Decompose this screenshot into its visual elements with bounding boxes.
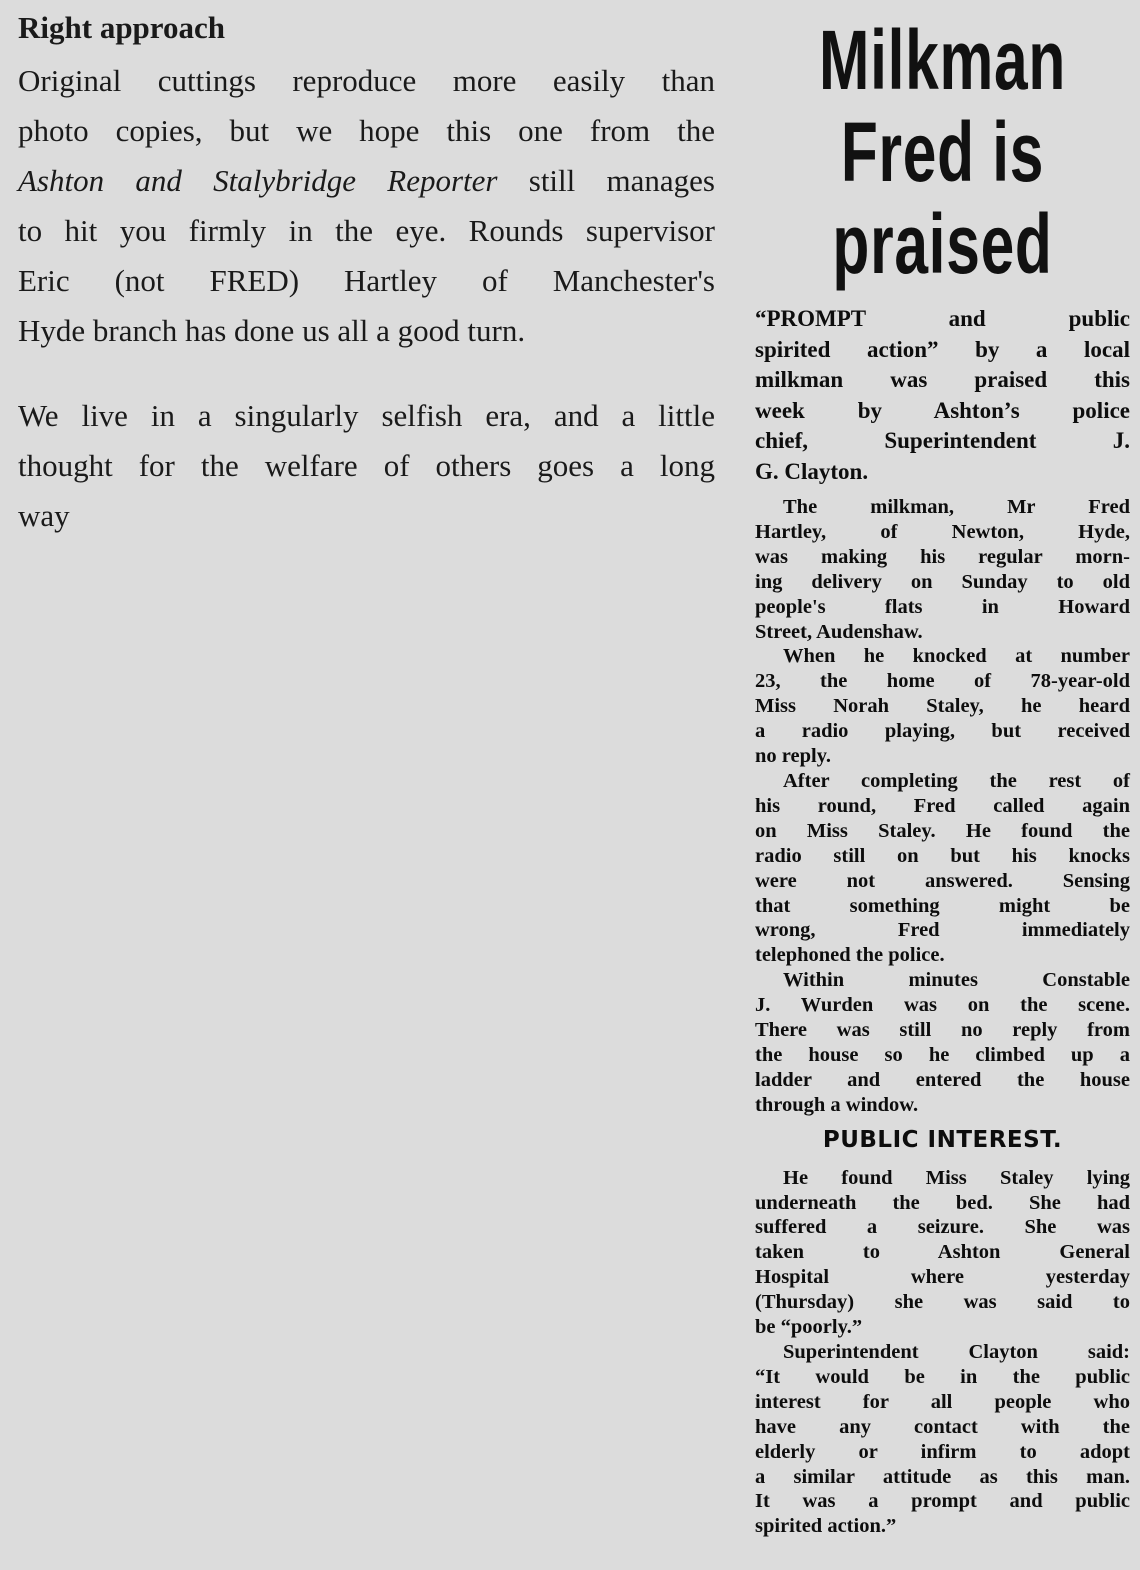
text-line: week by Ashton’s police bbox=[755, 397, 1130, 423]
text-line: “PROMPT and public bbox=[755, 306, 1130, 331]
text-line: telephoned the police. bbox=[755, 944, 945, 967]
text-line bbox=[18, 156, 715, 206]
text-line: suffered a seizure. She was bbox=[755, 1216, 1130, 1239]
text-line: photo copies, but we hope this one from the bbox=[18, 113, 715, 148]
editorial-column bbox=[18, 6, 715, 541]
text-line: be “poorly.” bbox=[755, 1316, 863, 1339]
text-line: When he knocked at number bbox=[783, 645, 1130, 668]
text-line: ing delivery on Sunday to old bbox=[755, 570, 1130, 593]
text-line: chief, Superintendent J. bbox=[755, 428, 1130, 453]
text-line: on Miss Staley. He found the bbox=[755, 819, 1130, 842]
text-line: Street, Audenshaw. bbox=[755, 620, 923, 643]
text-line: radio still on but his knocks bbox=[755, 844, 1130, 867]
text-line: to hit you firmly in the eye. Rounds supervisor bbox=[18, 213, 715, 248]
text-line: It was a prompt and public bbox=[755, 1490, 1130, 1513]
text-line: Within minutes Constable bbox=[783, 969, 1130, 992]
lead-paragraph bbox=[755, 304, 1130, 487]
headline-line: praised bbox=[832, 197, 1053, 291]
text-line: Miss Norah Staley, he heard bbox=[755, 695, 1130, 718]
text-line-tail: still manages bbox=[497, 163, 715, 198]
text-line: no reply. bbox=[755, 745, 831, 768]
text-line: milkman was praised this bbox=[755, 367, 1130, 392]
headline-line: Milkman bbox=[818, 13, 1067, 107]
subheading: PUBLIC INTEREST. bbox=[822, 1126, 1063, 1153]
text-line: elderly or infirm to adopt bbox=[755, 1440, 1130, 1463]
text-line: his round, Fred called again bbox=[755, 794, 1130, 817]
text-line: G. Clayton. bbox=[755, 458, 869, 484]
text-line: J. Wurden was on the scene. bbox=[755, 994, 1130, 1017]
editorial-paragraph bbox=[18, 56, 715, 356]
headline-line: Fred is bbox=[840, 105, 1045, 199]
text-line: underneath the bed. She had bbox=[755, 1191, 1130, 1214]
text-line: 23, the home of 78-year-old bbox=[755, 670, 1130, 693]
text-line: through a window. bbox=[755, 1093, 919, 1116]
text-line: a similar attitude as this man. bbox=[755, 1465, 1130, 1488]
text-line: He found Miss Staley lying bbox=[783, 1166, 1130, 1189]
text-line: thought for the welfare of others goes a long bbox=[18, 448, 715, 483]
text-line: The milkman, Mr Fred bbox=[783, 496, 1130, 518]
text-line: taken to Ashton General bbox=[755, 1241, 1130, 1264]
text-line: Superintendent Clayton said: bbox=[783, 1341, 1130, 1363]
text-line: were not answered. Sensing bbox=[755, 869, 1130, 892]
newspaper-title: Ashton and Stalybridge Reporter bbox=[18, 163, 498, 198]
text-line: Hartley, of Newton, Hyde, bbox=[755, 520, 1130, 543]
text-line: Original cuttings reproduce more easily than bbox=[18, 63, 715, 98]
text-line: was making his regular morn- bbox=[755, 545, 1130, 568]
text-line: that something might be bbox=[755, 894, 1130, 917]
text-line: way bbox=[18, 498, 70, 533]
text-line: After completing the rest of bbox=[783, 769, 1130, 792]
article-body bbox=[755, 1166, 1130, 1540]
editorial-heading: Right approach bbox=[18, 10, 225, 45]
text-line: a radio playing, but received bbox=[755, 720, 1130, 743]
text-line: Hospital where yesterday bbox=[755, 1266, 1130, 1289]
text-line: “It would be in the public bbox=[755, 1365, 1130, 1388]
editorial-paragraph bbox=[18, 391, 715, 541]
text-line: people's flats in Howard bbox=[755, 595, 1130, 618]
article-body bbox=[755, 495, 1130, 1118]
text-line: interest for all people who bbox=[755, 1390, 1130, 1413]
text-line: Hyde branch has done us all a good turn. bbox=[18, 313, 526, 348]
text-line: spirited action” by a local bbox=[755, 336, 1130, 362]
text-line: spirited action.” bbox=[755, 1515, 897, 1538]
text-line: Eric (not FRED) Hartley of Manchester's bbox=[18, 263, 715, 298]
newspaper-cutting bbox=[755, 0, 1130, 1539]
text-line: ladder and entered the house bbox=[755, 1068, 1130, 1091]
text-line: the house so he climbed up a bbox=[755, 1043, 1130, 1066]
text-line: We live in a singularly selfish era, and a little bbox=[18, 398, 715, 433]
text-line: wrong, Fred immediately bbox=[755, 919, 1130, 942]
text-line: There was still no reply from bbox=[755, 1019, 1130, 1042]
text-line: have any contact with the bbox=[755, 1415, 1130, 1438]
text-line: (Thursday) she was said to bbox=[755, 1291, 1130, 1314]
